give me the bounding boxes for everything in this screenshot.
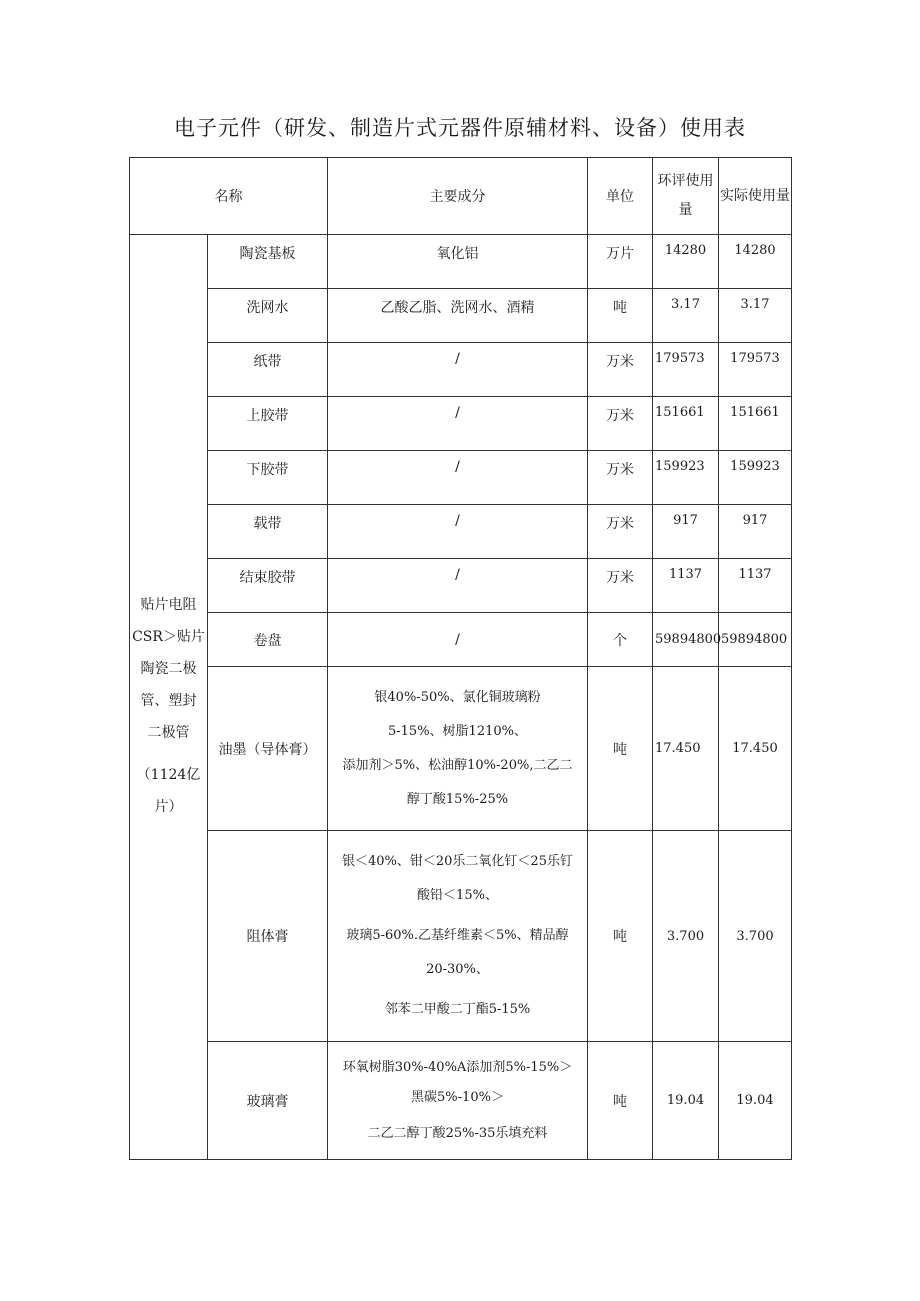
header-unit: 单位 — [588, 158, 653, 235]
eia-usage: 3.700 — [653, 831, 719, 1042]
eia-usage: 159923 — [653, 451, 719, 505]
material-components: / — [328, 559, 588, 613]
actual-usage: 1137 — [719, 559, 792, 613]
eia-usage: 14280 — [653, 235, 719, 289]
material-unit: 万米 — [588, 505, 653, 559]
eia-usage: 179573 — [653, 343, 719, 397]
category-line: 片） — [154, 799, 183, 815]
table-row — [130, 451, 792, 505]
category-line: 陶瓷二极 — [140, 661, 197, 677]
material-unit: 吨 — [588, 667, 653, 831]
eia-usage: 17.450 — [653, 667, 719, 831]
material-unit: 万米 — [588, 451, 653, 505]
component-line: 玻璃5-60%.乙基纤维素＜5%、精品醇 — [346, 928, 569, 943]
eia-usage: 1137 — [653, 559, 719, 613]
material-components — [328, 831, 588, 1042]
material-components: 氧化铝 — [328, 235, 588, 289]
actual-usage: 19.04 — [719, 1042, 792, 1160]
header-name: 名称 — [130, 158, 328, 235]
header-row — [130, 158, 792, 235]
component-line: 黑碳5%-10%＞ — [411, 1089, 504, 1105]
actual-usage: 151661 — [719, 397, 792, 451]
component-line: 二乙二醇丁酸25%-35乐填充料 — [367, 1125, 548, 1141]
component-line: 5-15%、树脂1210%、 — [388, 723, 527, 739]
material-unit: 吨 — [588, 289, 653, 343]
material-name: 阻体膏 — [208, 831, 328, 1042]
materials-table — [129, 157, 792, 1160]
material-unit: 万米 — [588, 397, 653, 451]
component-line: 银＜40%、钳＜20乐二氧化钉＜25乐钉 — [342, 854, 573, 869]
material-components: / — [328, 451, 588, 505]
eia-usage: 3.17 — [653, 289, 719, 343]
actual-usage: 179573 — [719, 343, 792, 397]
material-components: / — [328, 505, 588, 559]
material-components: 乙酸乙脂、洗网水、酒精 — [328, 289, 588, 343]
material-name: 卷盘 — [208, 613, 328, 667]
category-line: CSR＞贴片 — [132, 629, 205, 645]
material-components — [328, 1042, 588, 1160]
header-eia-usage: 环评使用量 — [653, 158, 719, 235]
eia-usage: 917 — [653, 505, 719, 559]
material-name: 结束胶带 — [208, 559, 328, 613]
material-unit: 吨 — [588, 1042, 653, 1160]
material-name: 上胶带 — [208, 397, 328, 451]
component-line: 邻苯二甲酸二丁酯5-15% — [384, 1002, 531, 1017]
table-row — [130, 831, 792, 1042]
table-row — [130, 235, 792, 289]
table-row — [130, 667, 792, 831]
component-line: 20-30%、 — [426, 962, 489, 977]
material-components: / — [328, 343, 588, 397]
category-cell — [130, 235, 208, 1160]
material-name: 下胶带 — [208, 451, 328, 505]
table-row — [130, 289, 792, 343]
eia-usage: 151661 — [653, 397, 719, 451]
actual-usage: 917 — [719, 505, 792, 559]
actual-usage: 3.17 — [719, 289, 792, 343]
component-line: 环氧树脂30%-40%A添加剂5%-15%＞ — [342, 1059, 573, 1075]
page-title: 电子元件（研发、制造片式元器件原辅材料、设备）使用表 — [174, 116, 746, 140]
material-name: 陶瓷基板 — [208, 235, 328, 289]
material-name: 玻璃膏 — [208, 1042, 328, 1160]
material-components: / — [328, 397, 588, 451]
actual-usage: 14280 — [719, 235, 792, 289]
table-row — [130, 559, 792, 613]
material-name: 洗网水 — [208, 289, 328, 343]
material-name: 载带 — [208, 505, 328, 559]
material-unit: 个 — [588, 613, 653, 667]
category-line: 贴片电阻 — [140, 597, 197, 613]
table-row — [130, 613, 792, 667]
category-line: 管、塑封 — [140, 693, 197, 709]
material-unit: 吨 — [588, 831, 653, 1042]
component-line: 酸铅＜15%、 — [417, 888, 498, 903]
material-components — [328, 667, 588, 831]
material-unit: 万米 — [588, 559, 653, 613]
header-actual-usage: 实际使用量 — [719, 158, 792, 235]
category-line: 二极管 — [147, 725, 190, 741]
material-components: / — [328, 613, 588, 667]
component-line: 添加剂＞5%、松油醇10%-20%,二乙二 — [342, 757, 573, 773]
category-line: （1124亿 — [136, 767, 201, 783]
actual-usage: 17.450 — [719, 667, 792, 831]
material-name: 油墨（导体膏） — [208, 667, 328, 831]
material-name: 纸带 — [208, 343, 328, 397]
actual-usage: 3.700 — [719, 831, 792, 1042]
eia-usage: 19.04 — [653, 1042, 719, 1160]
table-row — [130, 343, 792, 397]
header-components: 主要成分 — [328, 158, 588, 235]
actual-usage: 159923 — [719, 451, 792, 505]
material-unit: 万米 — [588, 343, 653, 397]
actual-usage: 59894800 — [719, 613, 792, 667]
table-row — [130, 505, 792, 559]
material-unit: 万片 — [588, 235, 653, 289]
table-row — [130, 1042, 792, 1160]
component-line: 银40%-50%、氯化铜玻璃粉 — [374, 689, 541, 705]
component-line: 醇丁酸15%-25% — [406, 791, 509, 807]
eia-usage: 59894800 — [653, 613, 719, 667]
table-row — [130, 397, 792, 451]
